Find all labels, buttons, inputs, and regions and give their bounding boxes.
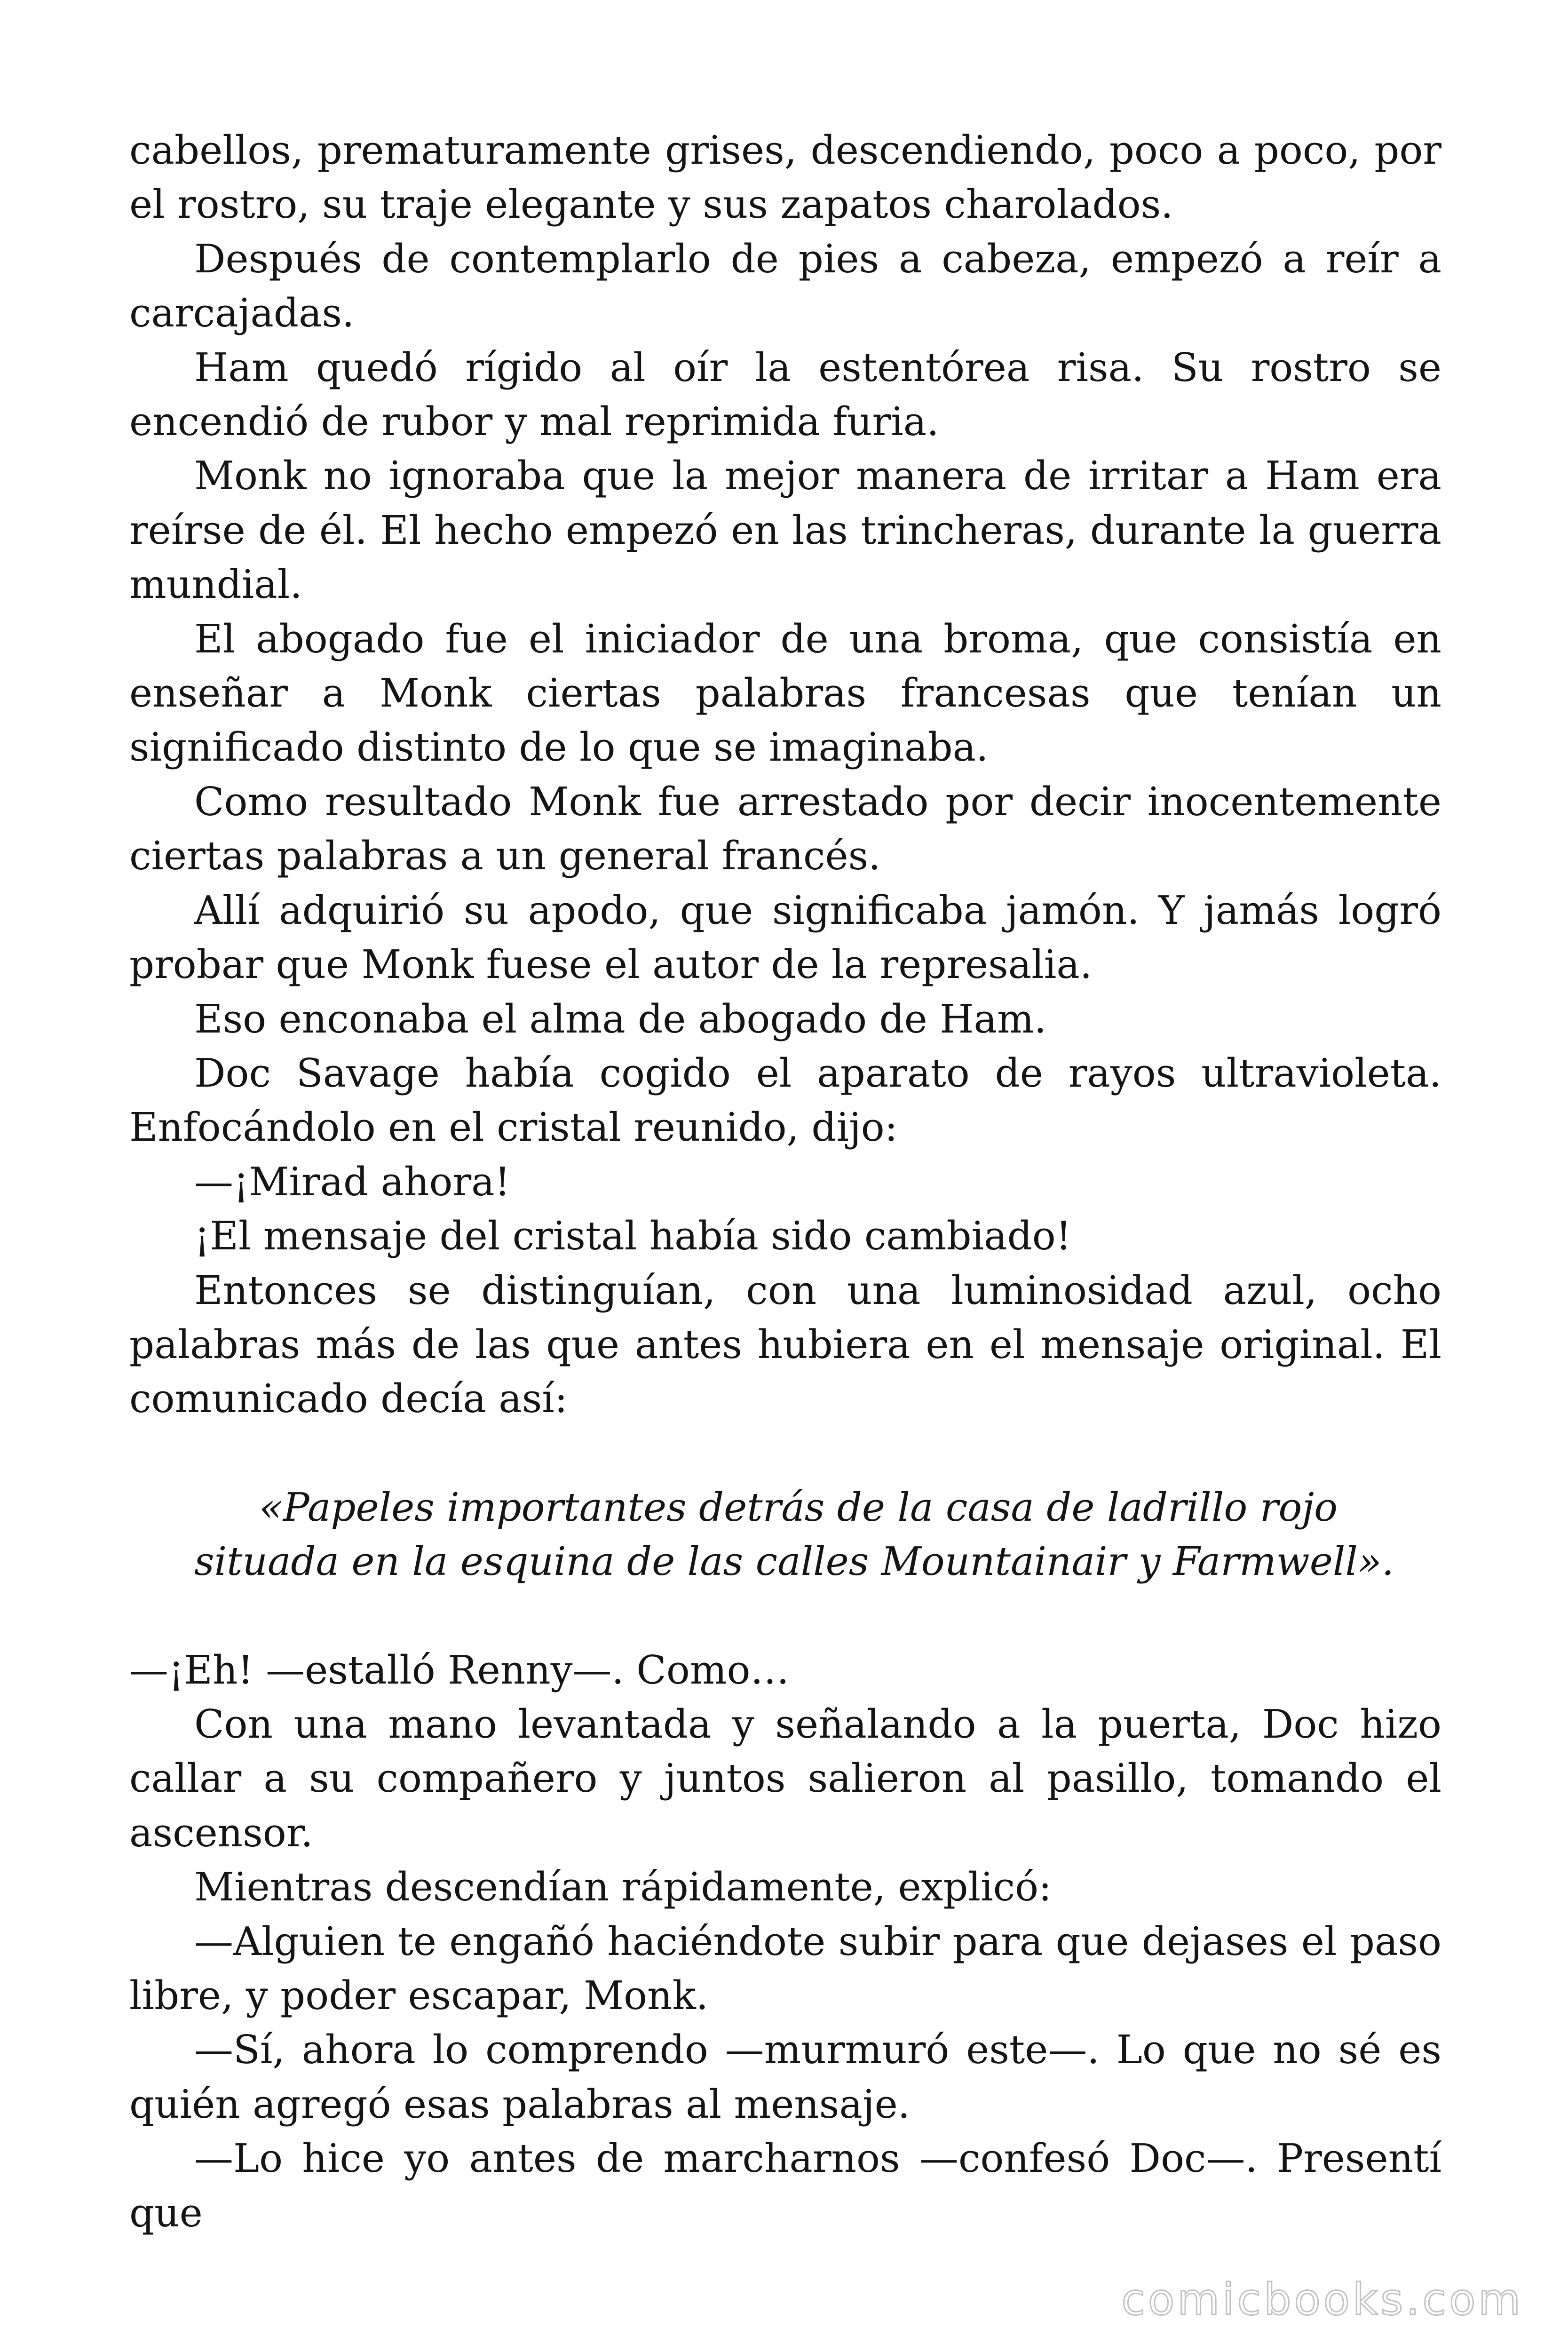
paragraph: Ham quedó rígido al oír la estentórea risa. Su rostro se encendió de rubor y mal reprimida furia. <box>129 344 1441 445</box>
spacer <box>129 1589 1441 1643</box>
paragraph: Eso enconaba el alma de abogado de Ham. <box>194 996 1047 1042</box>
paragraph: Entonces se distinguían, con una luminosidad azul, ocho palabras más de las que antes hubiera en el mensaje original. El comunicado decía así: <box>129 1267 1441 1422</box>
text-block-after-quote <box>129 1643 1441 2240</box>
paragraph: Allí adquirió su apodo, que significaba jamón. Y jamás logró probar que Monk fuese el autor de la represalia. <box>129 887 1441 988</box>
paragraph: —¡Mirad ahora! <box>194 1159 510 1205</box>
paragraph: Mientras descendían rápidamente, explicó: <box>194 1864 1052 1910</box>
paragraph: —Sí, ahora lo comprendo —murmuró este—. Lo que no sé es quién agregó esas palabras al mensaje. <box>129 2027 1441 2127</box>
paragraph: —Lo hice yo antes de marcharnos —confesó Doc—. Presentí que <box>129 2136 1441 2236</box>
paragraph: cabellos, prematuramente grises, descendiendo, poco a poco, por el rostro, su traje elegante y sus zapatos charolados. <box>129 127 1441 228</box>
text-block-before-quote <box>129 123 1441 1426</box>
paragraph: El abogado fue el iniciador de una broma, que consistía en enseñar a Monk ciertas palabras francesas que tenían un significado distinto de lo que se imaginaba. <box>129 616 1441 771</box>
paragraph: Doc Savage había cogido el aparato de rayos ultravioleta. Enfocándolo en el cristal reunido, dijo: <box>129 1050 1441 1151</box>
block-quote: «Papeles importantes detrás de la casa de ladrillo rojo situada en la esquina de las calles Mountainair y Farmwell». <box>194 1484 1394 1585</box>
paragraph: —¡Eh! —estalló Renny—. Como… <box>129 1647 790 1693</box>
paragraph: Como resultado Monk fue arrestado por decir inocentemente ciertas palabras a un general francés. <box>129 779 1441 879</box>
paragraph: —Alguien te engañó haciéndote subir para que dejases el paso libre, y poder escapar, Monk. <box>129 1918 1441 2018</box>
watermark: comicbooks.com <box>1121 2274 1523 2325</box>
spacer <box>129 1426 1441 1480</box>
paragraph: ¡El mensaje del cristal había sido cambiado! <box>194 1213 1072 1259</box>
paragraph: Monk no ignoraba que la mejor manera de irritar a Ham era reírse de él. El hecho empezó en las trincheras, durante la guerra mundial. <box>129 453 1441 608</box>
book-page <box>129 123 1441 2264</box>
paragraph: Después de contemplarlo de pies a cabeza, empezó a reír a carcajadas. <box>129 236 1441 336</box>
paragraph: Con una mano levantada y señalando a la puerta, Doc hizo callar a su compañero y juntos salieron al pasillo, tomando el ascensor. <box>129 1701 1441 1856</box>
